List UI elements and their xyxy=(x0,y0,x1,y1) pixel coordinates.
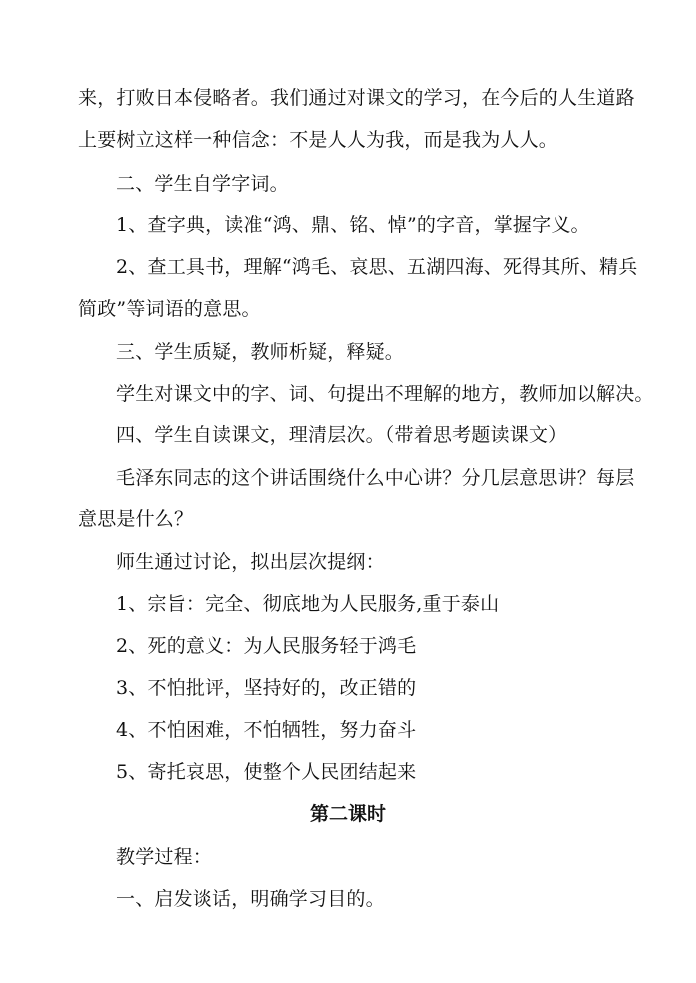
section-heading: 四、学生自读课文，理清层次。（带着思考题读课文） xyxy=(116,424,568,446)
outline-item: 1、宗旨：完全、彻底地为人民服务,重于泰山 xyxy=(116,593,500,615)
paragraph-line: 学生对课文中的字、词、句提出不理解的地方，教师加以解决。 xyxy=(116,383,654,405)
outline-item: 3、不怕批评，坚持好的，改正错的 xyxy=(116,677,417,699)
list-item: 2、查工具书，理解“鸿毛、哀思、五湖四海、死得其所、精兵 xyxy=(116,256,638,278)
list-item: 1、查字典，读准“鸿、鼎、铭、悼”的字音，掌握字义。 xyxy=(116,214,590,236)
section-heading: 一、启发谈话，明确学习目的。 xyxy=(116,888,385,910)
paragraph-line: 师生通过讨论，拟出层次提纲： xyxy=(116,551,385,573)
paragraph-line: 来，打败日本侵略者。我们通过对课文的学习，在今后的人生道路 xyxy=(78,87,635,109)
paragraph-line: 上要树立这样一种信念：不是人人为我，而是我为人人。 xyxy=(78,129,559,151)
paragraph-line: 毛泽东同志的这个讲话围绕什么中心讲？分几层意思讲？每层 xyxy=(116,467,635,489)
outline-item: 4、不怕困难，不怕牺牲，努力奋斗 xyxy=(116,719,417,741)
paragraph-line: 简政”等词语的意思。 xyxy=(78,298,261,320)
paragraph-line: 教学过程： xyxy=(116,846,213,868)
paragraph-line: 意思是什么？ xyxy=(78,508,194,530)
outline-item: 2、死的意义：为人民服务轻于鸿毛 xyxy=(116,635,417,657)
section-heading: 二、学生自学字词。 xyxy=(116,173,289,195)
lesson-title: 第二课时 xyxy=(309,803,386,825)
section-heading: 三、学生质疑，教师析疑，释疑。 xyxy=(116,341,405,363)
outline-item: 5、寄托哀思，使整个人民团结起来 xyxy=(116,761,417,783)
